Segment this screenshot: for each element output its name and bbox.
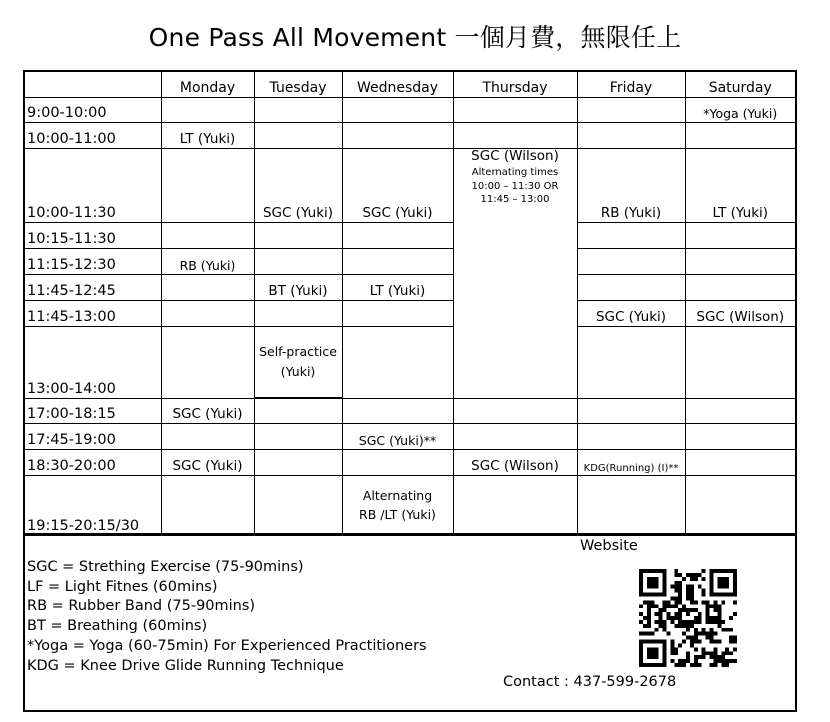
class-cell: SGC (Wilson) <box>453 449 577 475</box>
time-slot: 17:00-18:15 <box>25 398 161 423</box>
legend-item: LF = Light Fitnes (60mins) <box>27 578 218 595</box>
day-header: Thursday <box>453 72 577 97</box>
time-slot: 10:00-11:30 <box>25 148 161 222</box>
time-slot: 10:15-11:30 <box>25 222 161 248</box>
class-cell: SGC (Yuki) <box>342 148 453 222</box>
time-slot: 10:00-11:00 <box>25 122 161 148</box>
class-cell <box>342 300 453 326</box>
table-row <box>25 248 795 274</box>
class-cell <box>161 326 254 398</box>
class-cell <box>577 475 685 535</box>
class-cell <box>342 97 453 122</box>
class-cell <box>577 326 685 398</box>
class-cell <box>685 326 795 398</box>
time-slot: 11:45-12:45 <box>25 274 161 300</box>
thursday-note: 11:45 – 13:00 <box>480 194 550 206</box>
class-cell <box>577 423 685 449</box>
legend <box>27 558 427 676</box>
time-slot: 11:15-12:30 <box>25 248 161 274</box>
class-cell: Alternating RB /LT (Yuki) <box>342 475 453 535</box>
class-cell <box>254 449 342 475</box>
legend-divider <box>25 533 795 535</box>
class-cell: LT (Yuki) <box>342 274 453 300</box>
time-slot: 17:45-19:00 <box>25 423 161 449</box>
class-cell <box>685 398 795 423</box>
class-cell: RB (Yuki) <box>577 148 685 222</box>
table-row <box>25 423 795 449</box>
table-row <box>25 326 795 398</box>
thursday-note: 10:00 – 11:30 OR <box>471 180 559 192</box>
legend-item: RB = Rubber Band (75-90mins) <box>27 598 256 615</box>
class-cell <box>342 122 453 148</box>
class-cell: SGC (Yuki) <box>577 300 685 326</box>
table-row <box>25 122 795 148</box>
contact-info: Contact : 437-599-2678 <box>503 674 677 690</box>
class-cell <box>254 248 342 274</box>
class-cell <box>161 300 254 326</box>
class-cell <box>161 423 254 449</box>
time-slot: 13:00-14:00 <box>25 326 161 398</box>
class-cell: SGC (Yuki)** <box>342 423 453 449</box>
thursday-class-label: SGC (Wilson) <box>471 148 559 164</box>
class-cell <box>254 122 342 148</box>
time-slot: 19:15-20:15/30 <box>25 475 161 535</box>
class-cell: LT (Yuki) <box>161 122 254 148</box>
class-cell <box>577 122 685 148</box>
class-cell: SGC (Yuki) <box>161 398 254 423</box>
legend-item: *Yoga = Yoga (60-75min) For Experienced Practitioners <box>27 637 427 654</box>
time-slot: 11:45-13:00 <box>25 300 161 326</box>
class-cell: SGC (Yuki) <box>254 148 342 222</box>
day-header: Friday <box>577 72 685 97</box>
class-cell <box>685 475 795 535</box>
class-cell <box>254 222 342 248</box>
class-cell <box>453 122 577 148</box>
class-cell: BT (Yuki) <box>254 274 342 300</box>
day-header: Saturday <box>685 72 795 97</box>
legend-item: BT = Breathing (60mins) <box>27 618 208 635</box>
class-cell: SGC (Yuki) <box>161 449 254 475</box>
class-cell: LT (Yuki) <box>685 148 795 222</box>
class-cell <box>161 222 254 248</box>
class-cell: *Yoga (Yuki) <box>685 97 795 122</box>
class-cell <box>577 97 685 122</box>
table-row <box>25 475 795 535</box>
day-header: Monday <box>161 72 254 97</box>
class-cell <box>577 222 685 248</box>
table-row <box>25 300 795 326</box>
class-cell <box>453 97 577 122</box>
class-cell: KDG(Running) (I)** <box>577 449 685 475</box>
class-cell <box>254 97 342 122</box>
class-cell <box>685 122 795 148</box>
class-cell <box>161 97 254 122</box>
table-row <box>25 274 795 300</box>
class-cell <box>685 222 795 248</box>
class-cell: Self-practice (Yuki) <box>254 326 342 398</box>
class-cell <box>342 449 453 475</box>
timetable-sheet <box>23 70 797 712</box>
class-cell <box>254 475 342 535</box>
website-label: Website <box>580 538 638 554</box>
class-cell <box>342 326 453 398</box>
class-cell <box>254 423 342 449</box>
class-cell <box>342 248 453 274</box>
class-cell <box>342 222 453 248</box>
class-cell <box>577 248 685 274</box>
header-row <box>25 72 795 97</box>
day-header: Wednesday <box>342 72 453 97</box>
class-cell <box>577 398 685 423</box>
class-cell <box>453 398 577 423</box>
thursday-sgc-block <box>453 148 577 398</box>
class-cell <box>453 475 577 535</box>
class-cell: SGC (Wilson) <box>685 300 795 326</box>
table-row <box>25 148 795 222</box>
table-row <box>25 222 795 248</box>
legend-item: KDG = Knee Drive Glide Running Technique <box>27 657 344 674</box>
time-slot: 18:30-20:00 <box>25 449 161 475</box>
class-cell <box>577 274 685 300</box>
time-slot: 9:00-10:00 <box>25 97 161 122</box>
class-cell <box>685 274 795 300</box>
page-title: One Pass All Movement 一個月費，無限任上 <box>148 23 682 52</box>
class-cell <box>453 423 577 449</box>
table-row <box>25 398 795 423</box>
qr-code-icon[interactable] <box>639 569 737 667</box>
class-cell <box>685 248 795 274</box>
thursday-note: Alternating times <box>471 167 559 179</box>
class-cell <box>161 148 254 222</box>
class-cell <box>161 274 254 300</box>
table-row <box>25 449 795 475</box>
class-cell <box>254 300 342 326</box>
schedule-table <box>25 72 795 536</box>
class-cell <box>161 475 254 535</box>
legend-item: SGC = Strething Exercise (75-90mins) <box>27 559 304 575</box>
day-header: Tuesday <box>254 72 342 97</box>
class-cell <box>685 449 795 475</box>
class-cell: RB (Yuki) <box>161 248 254 274</box>
table-row <box>25 97 795 122</box>
class-cell <box>685 423 795 449</box>
class-cell <box>254 398 342 423</box>
corner-cell <box>25 72 161 97</box>
class-cell <box>342 398 453 423</box>
